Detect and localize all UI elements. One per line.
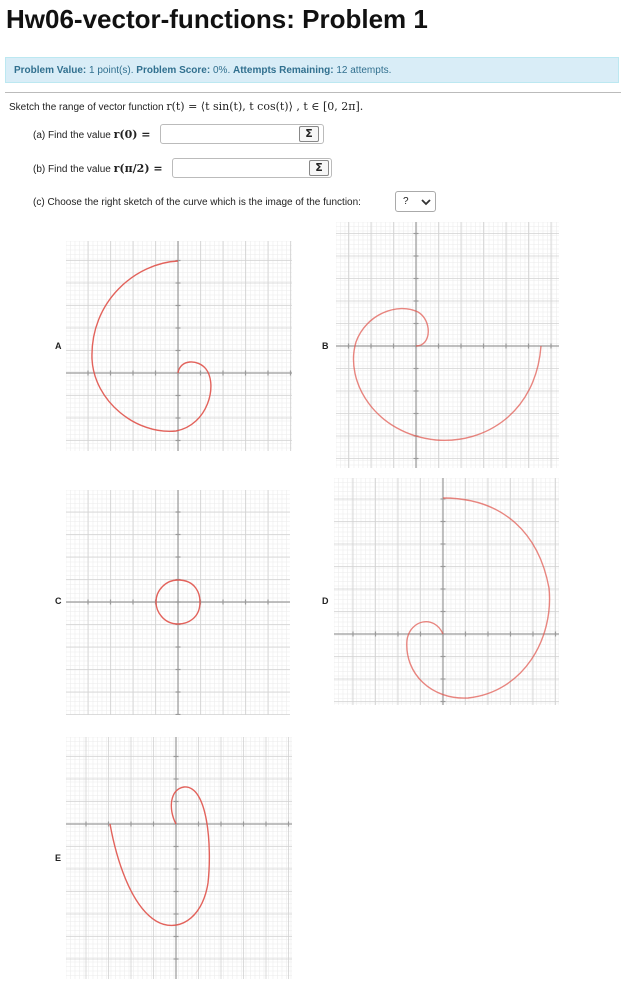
problem-score-label: Problem Score: [136,65,211,76]
problem-value-label: Problem Value: [14,65,87,76]
page-title: Hw06-vector-functions: Problem 1 [6,4,428,34]
part-c-prompt: (c) Choose the right sketch of the curve which is the image of the function: [33,197,361,208]
part-b-prompt: (b) Find the value r(π/2) = [33,162,163,175]
graph-option-b[interactable] [336,222,559,468]
graph-option-c[interactable] [66,490,290,715]
graph-label-e: E [55,853,62,863]
graph-option-d[interactable] [334,478,559,705]
graph-label-a: A [55,341,62,351]
problem-info-box [5,57,619,83]
graph-label-b: B [322,341,329,351]
part-a-prompt: (a) Find the value r(0) = [33,128,151,141]
problem-score: 0%. [212,65,231,76]
sketch-choice-select[interactable] [395,191,436,212]
divider [5,92,621,93]
equation-editor-button-b[interactable]: Σ [309,160,329,176]
answer-input-b[interactable] [172,158,332,178]
equation-editor-button-a[interactable]: Σ [299,126,319,142]
sketch-choice-value: ? [403,196,409,207]
attempts-remaining-label: Attempts Remaining: [233,65,334,76]
graph-label-d: D [322,596,329,606]
problem-statement: Sketch the range of vector function r(t) = ⟨t sin(t), t cos(t)⟩ , t ∈ [0, 2π]. [9,100,364,113]
problem-value: 1 point(s). [89,65,134,76]
chevron-down-icon [421,198,431,206]
function-definition: r(t) = ⟨t sin(t), t cos(t)⟩ , t ∈ [0, 2π]. [166,100,364,113]
graph-option-e[interactable] [66,737,292,979]
graph-option-a[interactable] [66,241,292,451]
graph-label-c: C [55,596,62,606]
attempts-remaining: 12 attempts. [336,65,392,76]
